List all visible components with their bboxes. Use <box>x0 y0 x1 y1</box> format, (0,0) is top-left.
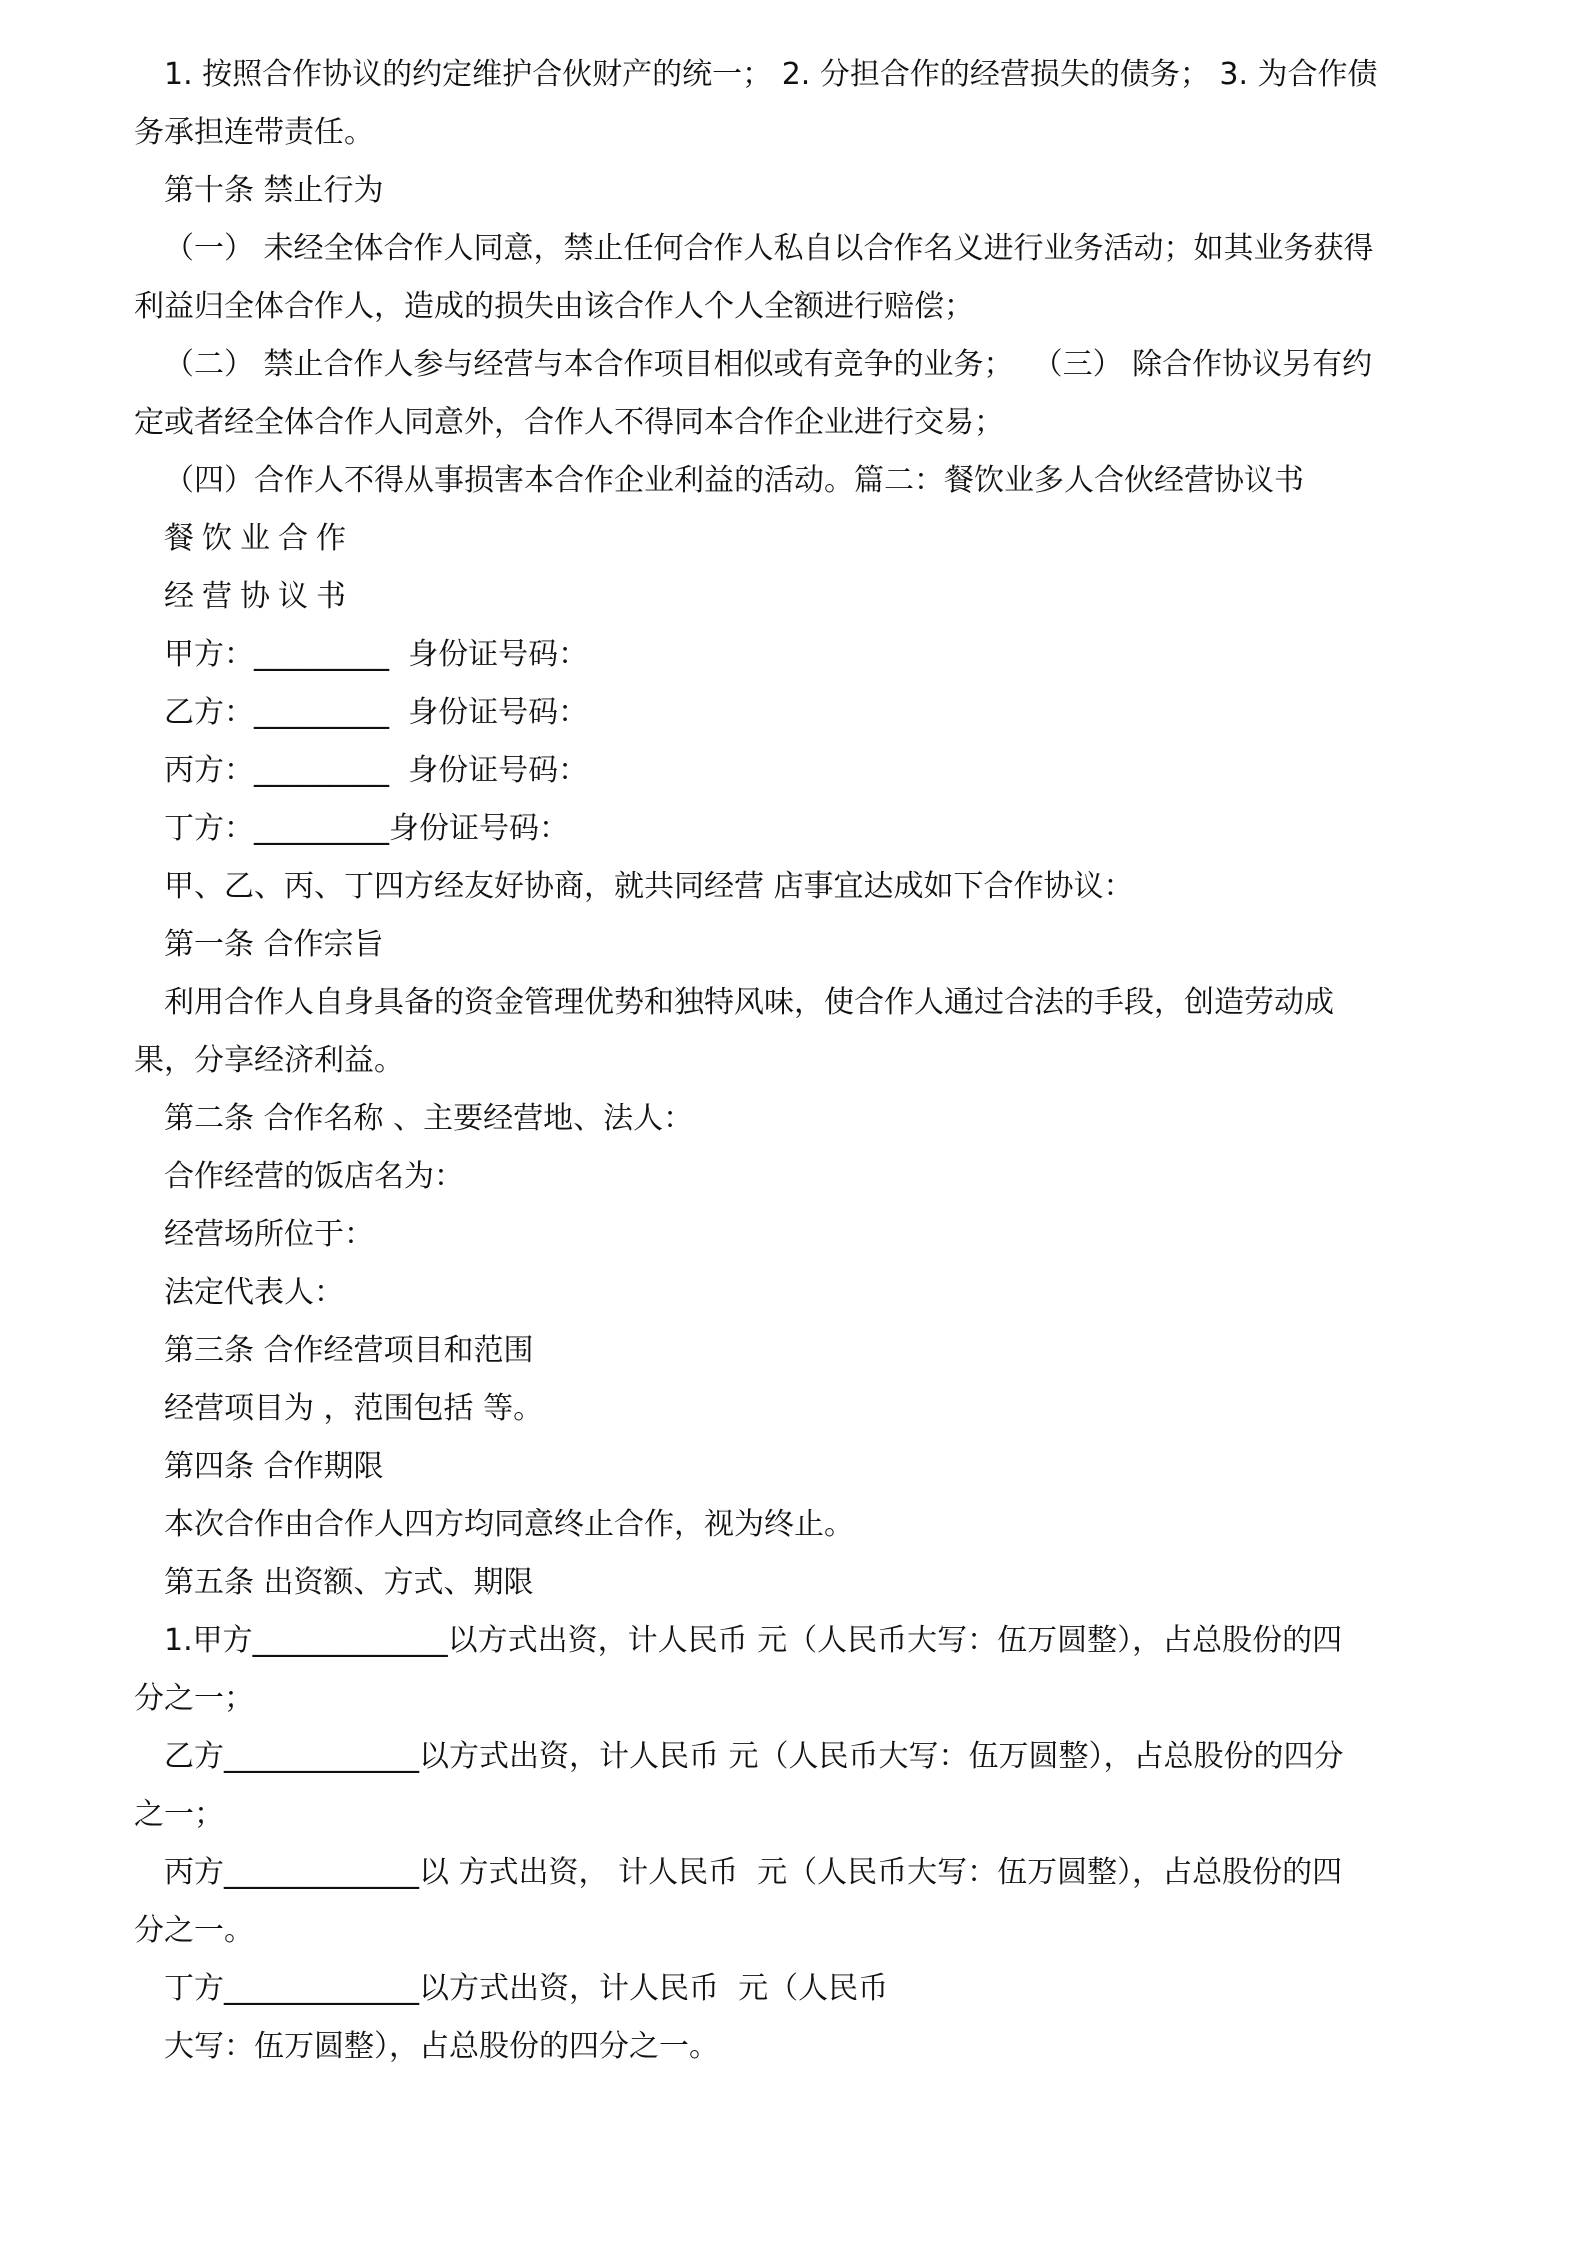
party-line: 甲方：_________ 身份证号码： <box>164 637 589 672</box>
article-heading: 第一条 合作宗旨 <box>164 927 384 962</box>
paragraph-line: 经营项目为 ，范围包括 等。 <box>164 1391 544 1426</box>
paragraph-line: 丁方_____________以方式出资，计人民币 元（人民币 <box>164 1971 889 2006</box>
paragraph-line: 本次合作由合作人四方均同意终止合作，视为终止。 <box>164 1507 854 1542</box>
paragraph-line: 合作经营的饭店名为： <box>164 1159 464 1194</box>
paragraph-line: 果，分享经济利益。 <box>134 1043 404 1078</box>
paragraph-line: 经营场所位于： <box>164 1217 374 1252</box>
paragraph-line: （四）合作人不得从事损害本合作企业利益的活动。篇二：餐饮业多人合伙经营协议书 <box>164 463 1304 498</box>
paragraph-line: 分之一； <box>134 1681 254 1716</box>
document-body <box>134 46 1464 2076</box>
paragraph-line: （二） 禁止合作人参与经营与本合作项目相似或有竞争的业务； （三） 除合作协议另有约 <box>164 347 1373 382</box>
party-line: 丁方：_________身份证号码： <box>164 811 569 846</box>
paragraph-line: 法定代表人： <box>164 1275 344 1310</box>
party-line: 丙方：_________ 身份证号码： <box>164 753 589 788</box>
paragraph-line: 丙方_____________以 方式出资， 计人民币 元（人民币大写：伍万圆整），占总股份的四 <box>164 1855 1343 1890</box>
party-line: 乙方：_________ 身份证号码： <box>164 695 589 730</box>
article-heading: 第三条 合作经营项目和范围 <box>164 1333 534 1368</box>
paragraph-line: 乙方_____________以方式出资，计人民币 元（人民币大写：伍万圆整），占总股份的四分 <box>164 1739 1344 1774</box>
article-heading: 第十条 禁止行为 <box>164 173 384 208</box>
paragraph-line: 甲、乙、丙、丁四方经友好协商，就共同经营 店事宜达成如下合作协议： <box>164 869 1134 904</box>
paragraph-line: 1. 按照合作协议的约定维护合伙财产的统一； 2. 分担合作的经营损失的债务； 3. 为合作债 <box>164 57 1378 92</box>
section-title: 餐饮业合作 <box>164 521 354 556</box>
article-heading: 第二条 合作名称 、主要经营地、法人： <box>164 1101 694 1136</box>
article-heading: 第四条 合作期限 <box>164 1449 384 1484</box>
paragraph-line: 利用合作人自身具备的资金管理优势和独特风味，使合作人通过合法的手段，创造劳动成 <box>164 985 1334 1020</box>
section-title: 经营协议书 <box>164 579 354 614</box>
paragraph-line: 1.甲方_____________以方式出资，计人民币 元（人民币大写：伍万圆整），占总股份的四 <box>164 1623 1343 1658</box>
article-heading: 第五条 出资额、方式、期限 <box>164 1565 534 1600</box>
paragraph-line: 大写：伍万圆整），占总股份的四分之一。 <box>164 2029 719 2064</box>
paragraph-line: （一） 未经全体合作人同意，禁止任何合作人私自以合作名义进行业务活动；如其业务获得 <box>164 231 1374 266</box>
paragraph-line: 务承担连带责任。 <box>134 115 374 150</box>
paragraph-line: 分之一。 <box>134 1913 254 1948</box>
paragraph-line: 之一； <box>134 1797 224 1832</box>
paragraph-line: 利益归全体合作人，造成的损失由该合作人个人全额进行赔偿； <box>134 289 974 324</box>
paragraph-line: 定或者经全体合作人同意外，合作人不得同本合作企业进行交易； <box>134 405 1004 440</box>
